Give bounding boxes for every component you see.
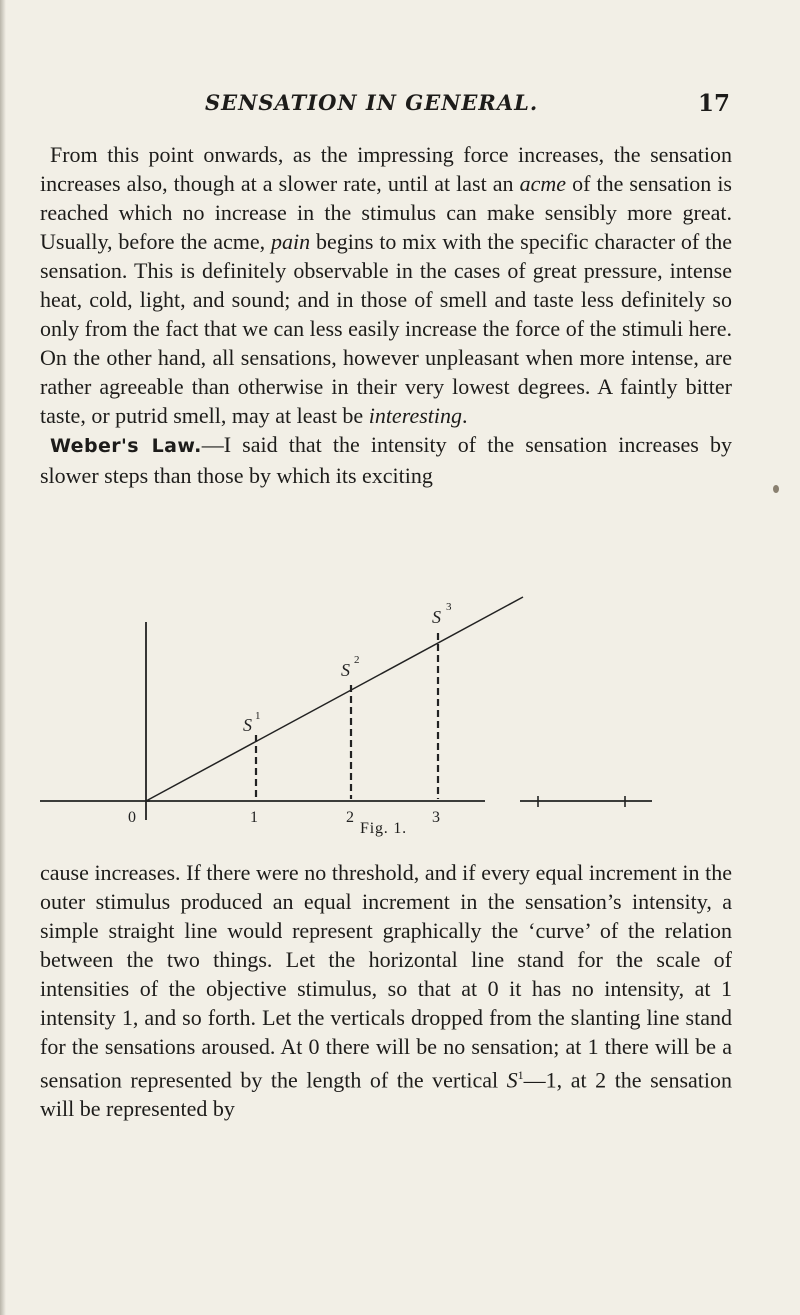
running-title: SENSATION IN GENERAL. (205, 90, 539, 115)
paper-speck (773, 485, 779, 493)
paragraph-curve-explanation (40, 858, 732, 1123)
label-s3-superscript: 3 (446, 601, 452, 613)
paragraph1-text-4: . (462, 403, 468, 428)
label-s2: S (341, 660, 350, 680)
label-s1: S (243, 715, 252, 735)
paragraph1-text-3: begins to mix with the specific character of the sensation. This is definitely observable in the cases of great pressure, intense heat, cold, light, and sound; and in those of smell and taste less definitely so only from the fact that we can less easily increase the force of the stimuli here. On the other hand, all sensations, however unpleasant when more intense, are rather agreeable than otherwise in their very lowest degrees. A faintly bitter taste, or putrid smell, may at least be (40, 229, 732, 428)
x-label-2: 2 (346, 809, 354, 826)
x-label-3: 3 (432, 809, 440, 826)
page-header (40, 90, 730, 126)
paragraph1-text-2: of the sensation is reached which no increase in the stimulus can make sensibly more great. Usually, before the acme, (40, 171, 732, 254)
body-text-bottom (40, 858, 732, 1123)
x-label-1: 1 (250, 809, 258, 826)
label-s2-superscript: 2 (354, 654, 360, 666)
paragraph-webers-law (40, 430, 732, 490)
paragraph-sensation-acme (40, 140, 732, 430)
section-heading-webers-law: Weber's Law. (50, 435, 202, 457)
variable-s-superscript: 1 (517, 1068, 524, 1082)
term-pain: pain (271, 229, 311, 254)
page-number: 17 (697, 90, 730, 117)
term-acme: acme (519, 171, 567, 196)
body-text-top (40, 140, 732, 490)
figure-1-diagram (0, 590, 800, 855)
paragraph2-text: —I said that the intensity of the sensation increases by slower steps than those by which its exciting (40, 432, 732, 488)
sensation-line (146, 597, 523, 801)
figure-caption: Fig. 1. (360, 820, 407, 837)
label-s1-superscript: 1 (255, 710, 261, 722)
bottom-text-2: —1, at 2 the sensation will be represented by (40, 1067, 732, 1122)
term-interesting: interesting (368, 403, 462, 428)
x-label-0: 0 (128, 809, 136, 826)
label-s3: S (432, 607, 441, 627)
variable-s: S (506, 1067, 518, 1093)
bottom-text-1: cause increases. If there were no threshold, and if every equal increment in the outer stimulus produced an equal increment in the sensation’s intensity, a simple straight line would represent graphically the ‘curve’ of the relation between the two things. Let the horizontal line stand for the scale of intensities of the objective stimulus, so that at 0 it has no intensity, at 1 intensity 1, and so forth. Let the verticals dropped from the slanting line stand for the sensations aroused. At 0 there will be no sensation; at 1 there will be a sensation represented by the length of the vertical (40, 860, 732, 1093)
figure-1 (0, 590, 800, 855)
paragraph1-text-1: From this point onwards, as the impressing force increases, the sensation increases also, though at a slower rate, until at last an (40, 142, 732, 196)
